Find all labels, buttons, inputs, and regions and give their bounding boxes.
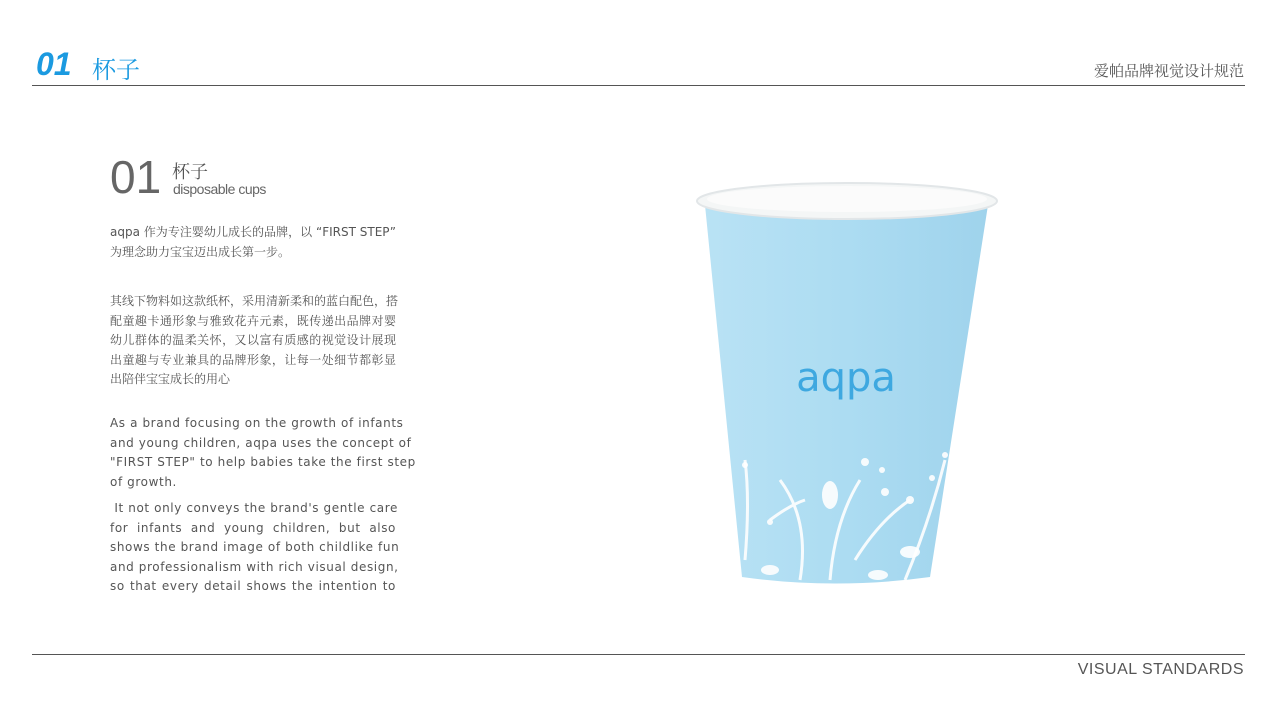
- text-line: 幼儿群体的温柔关怀，又以富有质感的视觉设计展现: [110, 333, 396, 348]
- brand-guide-title: 爱帕品牌视觉设计规范: [1093, 62, 1244, 80]
- footer-divider: [32, 654, 1245, 655]
- text-line: 为理念助力宝宝迈出成长第一步。: [110, 244, 291, 259]
- text-line: of growth.: [110, 474, 177, 489]
- text-line: As a brand focusing on the growth of infants: [110, 416, 404, 430]
- text-line: 出童趣与专业兼具的品牌形象，让每一处细节都彰显: [110, 352, 396, 367]
- text-line: 配童趣卡通形象与雅致花卉元素，既传递出品牌对婴: [110, 313, 396, 328]
- text-line: and young children, aqpa uses the concept of: [110, 435, 412, 450]
- description-en-paragraph: [110, 499, 400, 597]
- header-divider: [32, 85, 1245, 86]
- text-line: 其线下物料如这款纸杯，采用清新柔和的蓝白配色，搭: [110, 294, 399, 308]
- text-line: It not only conveys the brand's gentle care: [110, 501, 398, 515]
- intro-cn-paragraph: [110, 223, 396, 262]
- section-number: 01: [110, 151, 162, 203]
- text-line: shows the brand image of both childlike fun: [110, 540, 400, 555]
- description-cn-paragraph: [110, 292, 399, 390]
- section-title-en: disposable cups: [173, 181, 266, 197]
- text-line: aqpa 作为专注婴幼儿成长的品牌，以 “FIRST STEP”: [110, 225, 396, 239]
- text-line: for infants and young children, but also: [110, 520, 396, 535]
- footer-label: VISUAL STANDARDS: [1077, 661, 1244, 678]
- text-line: and professionalism with rich visual design,: [110, 559, 399, 574]
- cup-logo: aqpa: [796, 355, 896, 401]
- intro-en-paragraph: [110, 414, 416, 492]
- paper-cup-image: [680, 170, 1020, 600]
- section-title-cn: 杯子: [172, 162, 208, 183]
- header-section-number: 01: [36, 46, 72, 82]
- text-line: "FIRST STEP" to help babies take the first step: [110, 455, 416, 470]
- text-line: 出陪伴宝宝成长的用心: [110, 372, 231, 387]
- text-line: so that every detail shows the intention to: [110, 579, 396, 594]
- header-section-title: 杯子: [92, 56, 140, 84]
